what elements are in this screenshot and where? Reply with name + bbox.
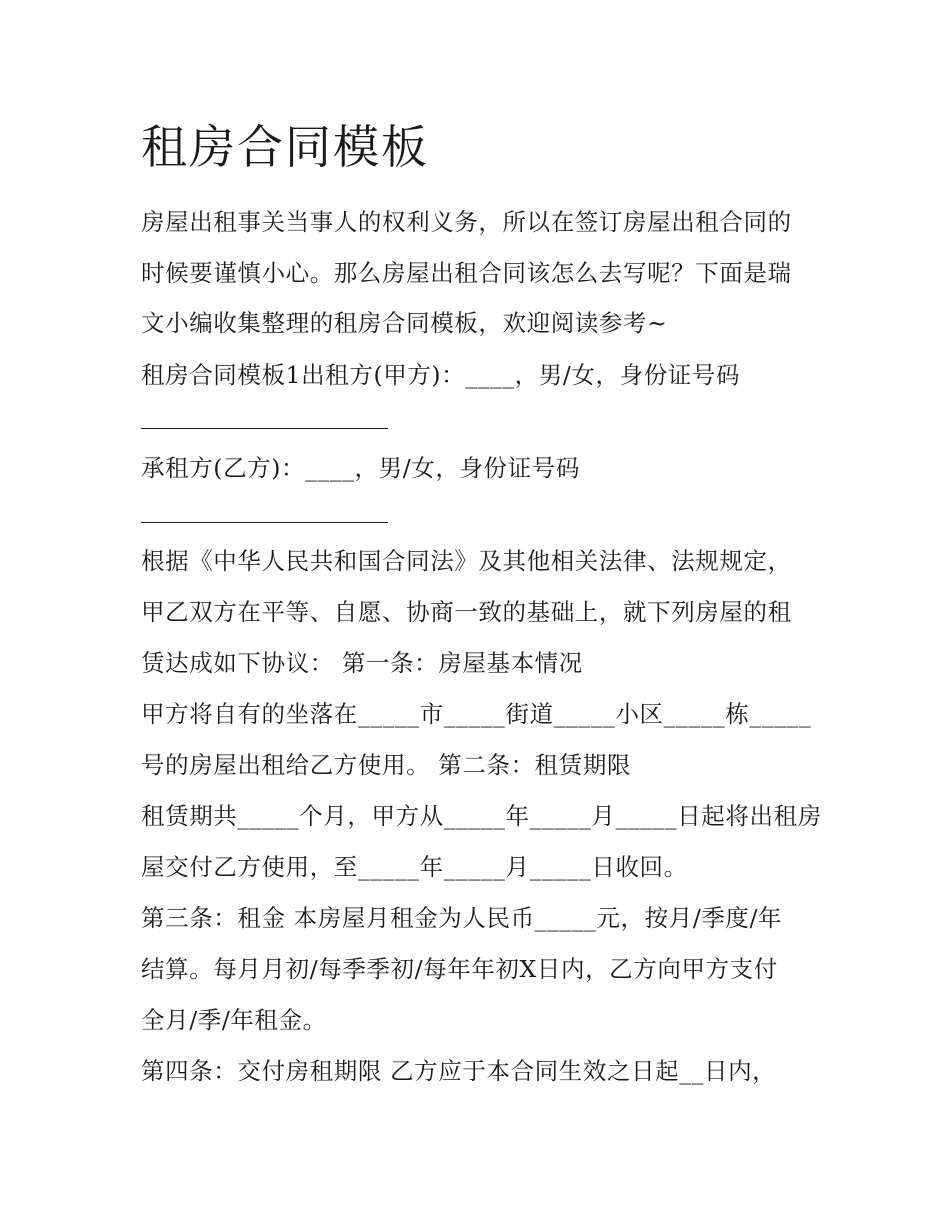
paragraph-line: 赁达成如下协议： 第一条：房屋基本情况: [141, 649, 583, 677]
paragraph-line: 根据《中华人民共和国合同法》及其他相关法律、法规规定，: [141, 547, 792, 575]
id-number-blank-line: [141, 522, 388, 523]
paragraph-line: 结算。每月月初/每季季初/每年年初X日内，乙方向甲方支付: [141, 955, 778, 983]
paragraph-line: 甲乙双方在平等、自愿、协商一致的基础上，就下列房屋的租: [141, 598, 792, 626]
paragraph-line: 租房合同模板1出租方(甲方)：____，男/女，身份证号码: [141, 361, 741, 389]
paragraph-line: 全月/季/年租金。: [141, 1006, 327, 1034]
paragraph-line: 第三条：租金 本房屋月租金为人民币_____元，按月/季度/年: [141, 904, 783, 932]
paragraph-line: 甲方将自有的坐落在_____市_____街道_____小区_____栋_____: [141, 700, 812, 728]
id-number-blank-line: [141, 428, 388, 429]
paragraph-line: 承租方(乙方)：____，男/女，身份证号码: [141, 454, 580, 482]
paragraph-line: 文小编收集整理的租房合同模板，欢迎阅读参考~: [141, 309, 668, 337]
paragraph-line: 房屋出租事关当事人的权利义务，所以在签订房屋出租合同的: [141, 208, 792, 236]
paragraph-line: 号的房屋出租给乙方使用。 第二条：租赁期限: [141, 751, 632, 779]
paragraph-line: 第四条：交付房租期限 乙方应于本合同生效之日起__日内，: [141, 1057, 777, 1085]
paragraph-line: 租赁期共_____个月，甲方从_____年_____月_____日起将出租房: [141, 802, 822, 830]
paragraph-line: 时候要谨慎小心。那么房屋出租合同该怎么去写呢？下面是瑞: [141, 259, 792, 287]
page-title: 租房合同模板: [141, 120, 429, 174]
paragraph-line: 屋交付乙方使用，至_____年_____月_____日收回。: [141, 853, 688, 881]
